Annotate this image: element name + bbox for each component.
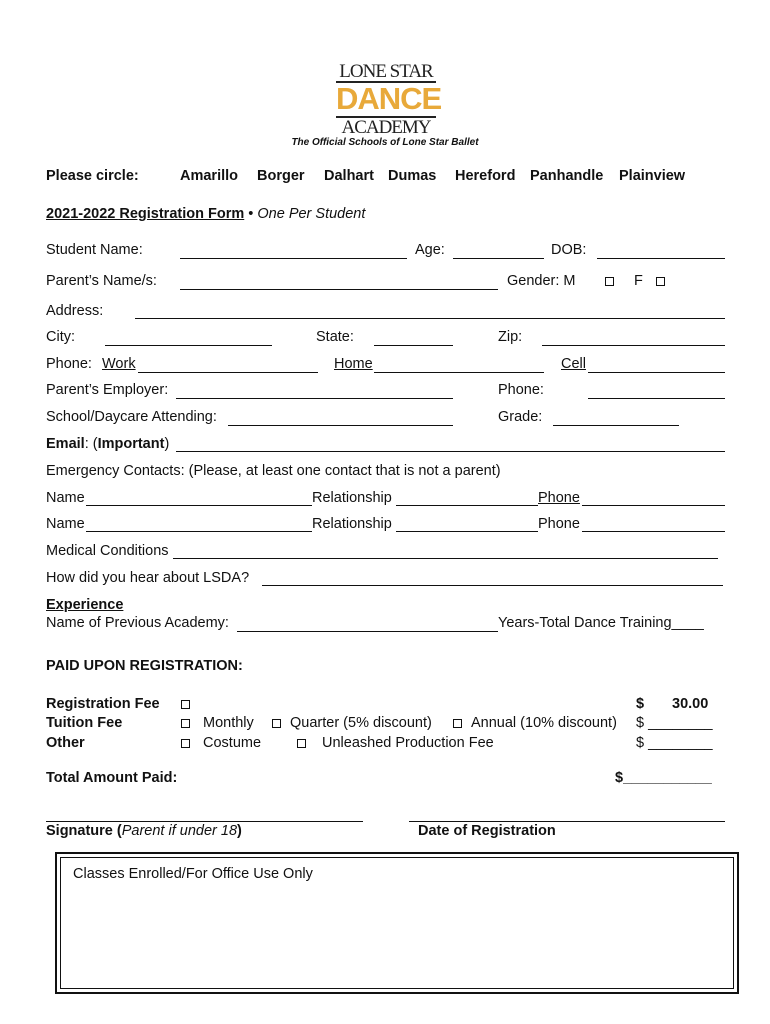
academy-logo [336,61,442,138]
email-field[interactable] [176,451,725,452]
annual-label: Annual (10% discount) [471,715,617,731]
parents-name-label: Parent’s Name/s: [46,273,157,289]
address-label: Address: [46,303,104,319]
emergency-phone-1-label: Phone [538,490,580,506]
phone-work-label: Work [102,356,136,372]
grade-field[interactable] [553,425,679,426]
student-name-label: Student Name: [46,242,143,258]
paid-heading: PAID UPON REGISTRATION: [46,658,243,674]
city-field[interactable] [105,345,272,346]
city-dalhart[interactable]: Dalhart [324,168,374,184]
years-training-label: Years-Total Dance Training____ [498,615,704,631]
employer-label: Parent’s Employer: [46,382,169,398]
gender-label: Gender: M [507,273,576,289]
emergency-name-2-field[interactable] [86,531,312,532]
city-label: City: [46,329,75,345]
zip-field[interactable] [542,345,725,346]
signature-field[interactable] [46,821,363,822]
monthly-label: Monthly [203,715,254,731]
date-of-registration-label: Date of Registration [418,823,556,839]
employer-phone-field[interactable] [588,398,725,399]
age-field[interactable] [453,258,544,259]
hear-about-label: How did you hear about LSDA? [46,570,250,586]
please-circle-label: Please circle: [46,168,139,184]
office-use-label: Classes Enrolled/For Office Use Only [73,866,313,882]
dob-label: DOB: [551,242,587,258]
gender-m-checkbox[interactable] [605,277,614,286]
email-label [46,436,169,452]
quarter-checkbox[interactable] [272,719,281,728]
registration-dollar: $ [636,696,645,712]
hear-about-field[interactable] [262,585,723,586]
dob-field[interactable] [597,258,725,259]
date-registration-field[interactable] [409,821,725,822]
previous-academy-field[interactable] [237,631,498,632]
registration-fee-checkbox[interactable] [181,700,190,709]
registration-amount: 30.00 [672,696,709,712]
other-amount[interactable]: $ ________ [636,735,713,751]
employer-field[interactable] [176,398,453,399]
unleashed-checkbox[interactable] [297,739,306,748]
phone-cell-label: Cell [561,356,586,372]
monthly-checkbox[interactable] [181,719,190,728]
state-field[interactable] [374,345,453,346]
city-borger[interactable]: Borger [257,168,305,184]
total-paid-amount[interactable]: $___________ [615,770,712,786]
logo-line-3: ACADEMY [336,116,436,137]
logo-line-1: LONE STAR [336,62,436,83]
email-label-a: Email [46,436,85,452]
email-label-c: Important [97,436,165,452]
registration-fee-label: Registration Fee [46,696,160,712]
tuition-fee-label: Tuition Fee [46,715,123,731]
emergency-relationship-2-field[interactable] [396,531,538,532]
office-use-box[interactable] [55,852,739,994]
logo-line-2: DANCE [336,81,442,116]
signature-label-c: ) [237,823,242,839]
student-name-field[interactable] [180,258,407,259]
form-title [46,206,365,222]
emergency-contacts-label: Emergency Contacts: (Please, at least one contact that is not a parent) [46,463,501,479]
emergency-name-2-label: Name [46,516,85,532]
school-field[interactable] [228,425,453,426]
phone-cell-field[interactable] [588,372,725,373]
signature-label [46,823,242,839]
annual-checkbox[interactable] [453,719,462,728]
total-paid-label: Total Amount Paid: [46,770,178,786]
phone-home-label: Home [334,356,373,372]
emergency-phone-2-field[interactable] [582,531,725,532]
zip-label: Zip: [498,329,523,345]
phone-home-field[interactable] [374,372,544,373]
experience-heading: Experience [46,597,124,613]
previous-academy-label: Name of Previous Academy: [46,615,229,631]
form-title-sep: • [244,206,258,222]
gender-f-checkbox[interactable] [656,277,665,286]
state-label: State: [316,329,354,345]
emergency-relationship-1-label: Relationship [312,490,392,506]
emergency-phone-1-field[interactable] [582,505,725,506]
medical-conditions-label: Medical Conditions [46,543,169,559]
emergency-phone-2-label: Phone [538,516,580,532]
city-plainview[interactable]: Plainview [619,168,686,184]
tuition-amount[interactable]: $ ________ [636,715,713,731]
city-dumas[interactable]: Dumas [388,168,437,184]
grade-label: Grade: [498,409,543,425]
form-title-note: One Per Student [257,206,366,222]
other-label: Other [46,735,85,751]
signature-label-b: Parent if under 18 [121,823,238,839]
signature-label-a: Signature ( [46,823,122,839]
email-label-b: : ( [84,436,98,452]
emergency-name-1-field[interactable] [86,505,312,506]
age-label: Age: [415,242,445,258]
phone-work-field[interactable] [138,372,318,373]
parents-name-field[interactable] [180,289,498,290]
phone-label: Phone: [46,356,92,372]
employer-phone-label: Phone: [498,382,544,398]
costume-label: Costume [203,735,262,751]
emergency-name-1-label: Name [46,490,85,506]
emergency-relationship-2-label: Relationship [312,516,392,532]
email-label-d: ) [164,436,170,452]
school-label: School/Daycare Attending: [46,409,217,425]
city-panhandle[interactable]: Panhandle [530,168,604,184]
city-amarillo[interactable]: Amarillo [180,168,239,184]
tagline: The Official Schools of Lone Star Ballet [291,137,479,148]
costume-checkbox[interactable] [181,739,190,748]
city-hereford[interactable]: Hereford [455,168,516,184]
medical-conditions-field[interactable] [173,558,718,559]
emergency-relationship-1-field[interactable] [396,505,538,506]
quarter-label: Quarter (5% discount) [290,715,432,731]
form-title-year: 2021-2022 Registration Form [46,206,245,222]
address-field[interactable] [135,318,725,319]
gender-f-label: F [634,273,643,289]
unleashed-label: Unleashed Production Fee [322,735,494,751]
